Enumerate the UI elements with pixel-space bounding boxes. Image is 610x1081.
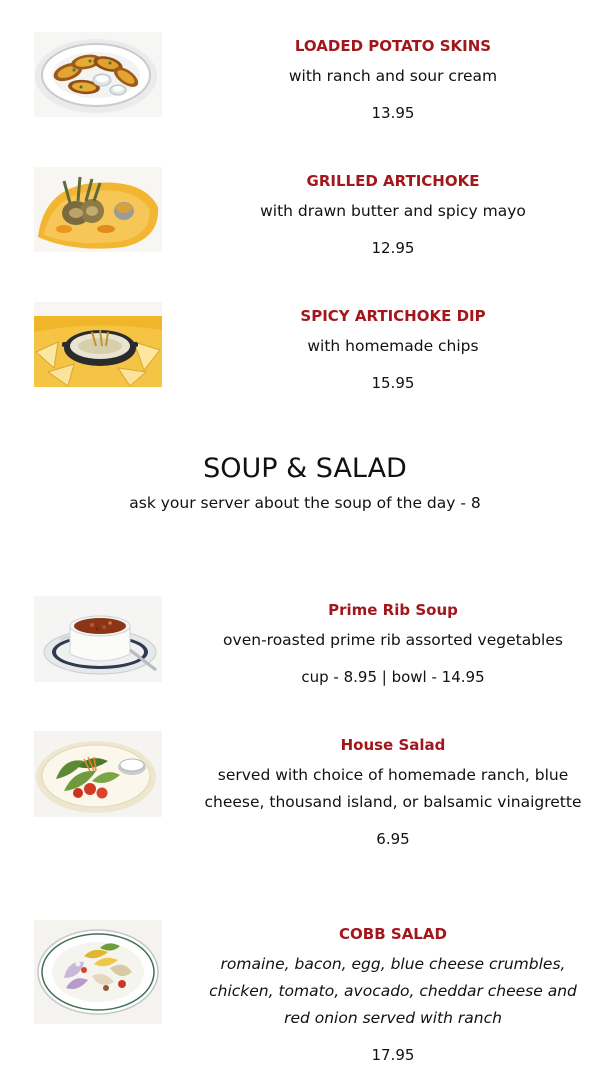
- grilled-artichoke-photo: [34, 167, 162, 252]
- menu-item-price: cup - 8.95 | bowl - 14.95: [301, 668, 485, 686]
- menu-item-name: GRILLED ARTICHOKE: [306, 172, 480, 190]
- menu-item-name: COBB SALAD: [339, 925, 447, 943]
- section-title: SOUP & SALAD: [203, 453, 407, 484]
- menu-item-description: romaine, bacon, egg, blue cheese crumbles, chicken, tomato, avocado, cheddar cheese and red onion served with ranch: [209, 955, 577, 1027]
- menu-item-description: with homemade chips: [307, 337, 479, 355]
- artichoke-dip-photo: [34, 302, 162, 387]
- prime-rib-soup-photo: [34, 596, 162, 682]
- menu-item-description: with drawn butter and spicy mayo: [260, 202, 526, 220]
- menu-item-text: [200, 171, 586, 258]
- house-salad-photo: [34, 731, 162, 817]
- menu-item-price: 12.95: [371, 239, 415, 257]
- menu-item-text: [200, 306, 586, 393]
- menu-item-name: Prime Rib Soup: [328, 601, 458, 619]
- potato-skins-photo: [34, 32, 162, 117]
- menu-item-text: [200, 924, 586, 1065]
- menu-item-text: [200, 735, 586, 849]
- menu-item-name: LOADED POTATO SKINS: [294, 37, 492, 55]
- menu-item-price: 6.95: [376, 830, 410, 848]
- menu-item-name: SPICY ARTICHOKE DIP: [300, 307, 486, 325]
- menu-item-text: [200, 36, 586, 123]
- soup-salad-section-header: [0, 452, 610, 514]
- cobb-salad-photo: [34, 920, 162, 1024]
- menu-item-price: 15.95: [371, 374, 415, 392]
- menu-item-description: oven-roasted prime rib assorted vegetables: [223, 631, 563, 649]
- menu-item-text: [200, 600, 586, 687]
- section-subtitle: ask your server about the soup of the day - 8: [129, 494, 481, 512]
- menu-item-name: House Salad: [340, 736, 446, 754]
- menu-item-price: 17.95: [371, 1046, 415, 1064]
- menu-item-description: with ranch and sour cream: [288, 67, 498, 85]
- menu-item-description: served with choice of homemade ranch, blue cheese, thousand island, or balsamic vinaigrette: [204, 766, 582, 811]
- menu-item-price: 13.95: [371, 104, 415, 122]
